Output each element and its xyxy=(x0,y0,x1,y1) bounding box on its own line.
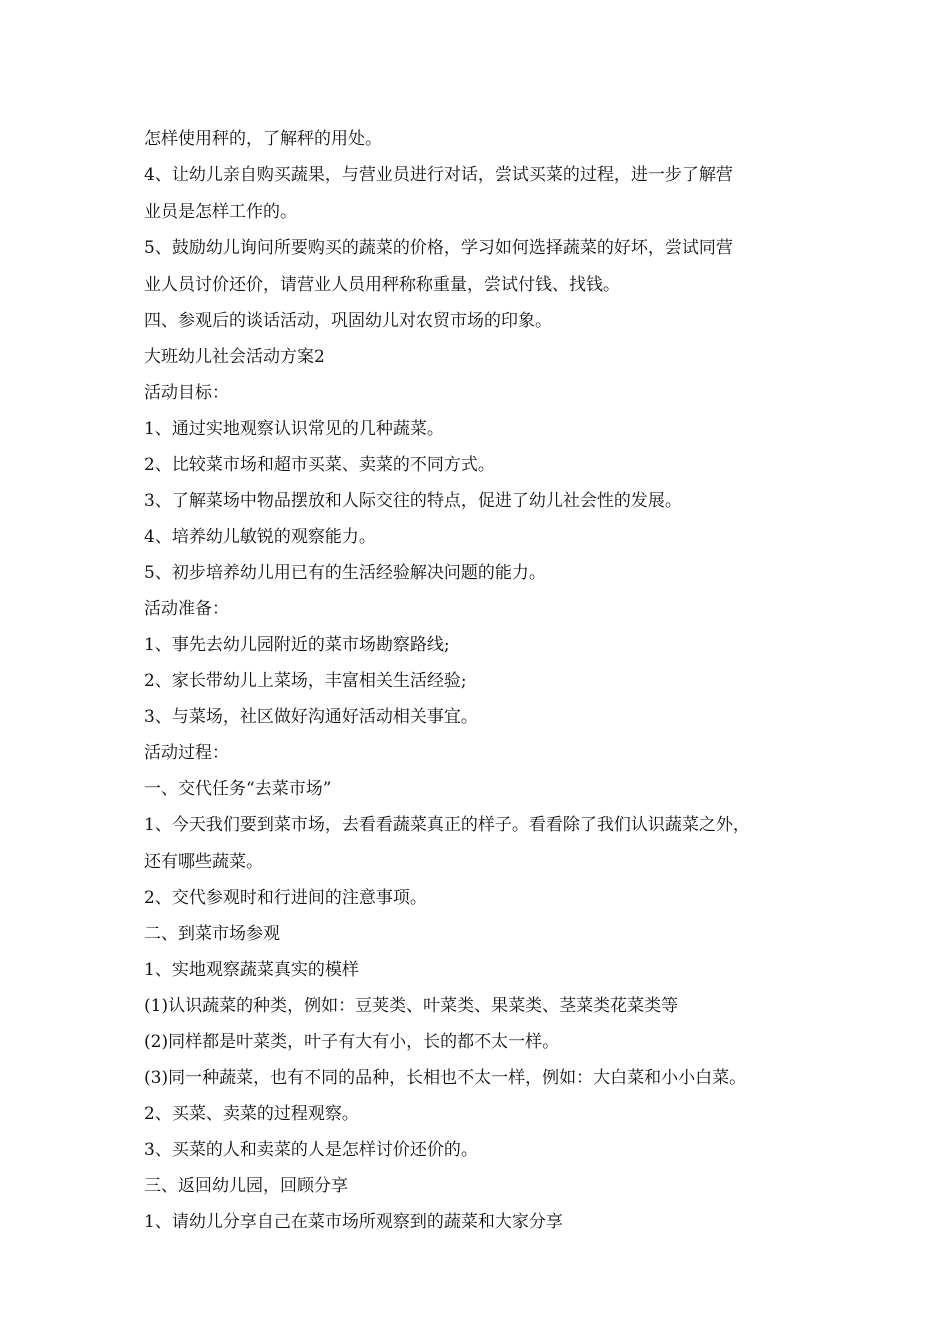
list-item: 5、初步培养幼儿用已有的生活经验解决问题的能力。 xyxy=(144,563,546,583)
sub-list-item: (2)同样都是叶菜类，叶子有大有小，长的都不太一样。 xyxy=(144,1032,560,1052)
text-line: 怎样使用秤的，了解秤的用处。 xyxy=(144,129,382,149)
text-line: 还有哪些蔬菜。 xyxy=(144,852,263,872)
list-item: 4、培养幼儿敏锐的观察能力。 xyxy=(144,527,376,547)
text-line: 业人员讨价还价，请营业人员用秤称称重量，尝试付钱、找钱。 xyxy=(144,275,620,295)
list-item: 3、了解菜场中物品摆放和人际交往的特点，促进了幼儿社会性的发展。 xyxy=(144,491,682,511)
sub-list-item: (3)同一种蔬菜，也有不同的品种，长相也不太一样，例如：大白菜和小小白菜。 xyxy=(144,1068,747,1088)
list-item: 2、比较菜市场和超市买菜、卖菜的不同方式。 xyxy=(144,455,495,475)
list-item: 3、买菜的人和卖菜的人是怎样讨价还价的。 xyxy=(144,1140,478,1160)
list-item: 2、家长带幼儿上菜场，丰富相关生活经验; xyxy=(144,671,467,691)
document-page xyxy=(144,121,834,1240)
list-item: 3、与菜场，社区做好沟通好活动相关事宜。 xyxy=(144,707,478,727)
list-item: 1、实地观察蔬菜真实的模样 xyxy=(144,960,359,980)
list-item: 2、买菜、卖菜的过程观察。 xyxy=(144,1104,359,1124)
step-heading: 三、返回幼儿园，回顾分享 xyxy=(144,1176,348,1196)
text-line: 4、让幼儿亲自购买蔬果，与营业员进行对话，尝试买菜的过程，进一步了解营 xyxy=(144,165,733,185)
text-line: 业员是怎样工作的。 xyxy=(144,202,297,222)
section-heading: 活动准备： xyxy=(144,599,229,619)
list-item: 2、交代参观时和行进间的注意事项。 xyxy=(144,888,427,908)
text-line: 四、参观后的谈话活动，巩固幼儿对农贸市场的印象。 xyxy=(144,311,552,331)
list-item: 1、事先去幼儿园附近的菜市场勘察路线; xyxy=(144,635,450,655)
step-heading: 一、交代任务“去菜市场” xyxy=(144,779,332,799)
section-heading: 活动目标： xyxy=(144,383,229,403)
list-item: 1、请幼儿分享自己在菜市场所观察到的蔬菜和大家分享 xyxy=(144,1212,563,1232)
text-line: 5、鼓励幼儿询问所要购买的蔬菜的价格，学习如何选择蔬菜的好坏，尝试同营 xyxy=(144,238,733,258)
step-heading: 二、到菜市场参观 xyxy=(144,924,280,944)
list-item: 1、今天我们要到菜市场，去看看蔬菜真正的样子。看看除了我们认识蔬菜之外， xyxy=(144,815,750,835)
section-heading: 活动过程： xyxy=(144,743,229,763)
list-item: 1、通过实地观察认识常见的几种蔬菜。 xyxy=(144,419,444,439)
section-title: 大班幼儿社会活动方案2 xyxy=(144,347,325,367)
sub-list-item: (1)认识蔬菜的种类，例如：豆荚类、叶菜类、果菜类、茎菜类花菜类等 xyxy=(144,996,679,1016)
